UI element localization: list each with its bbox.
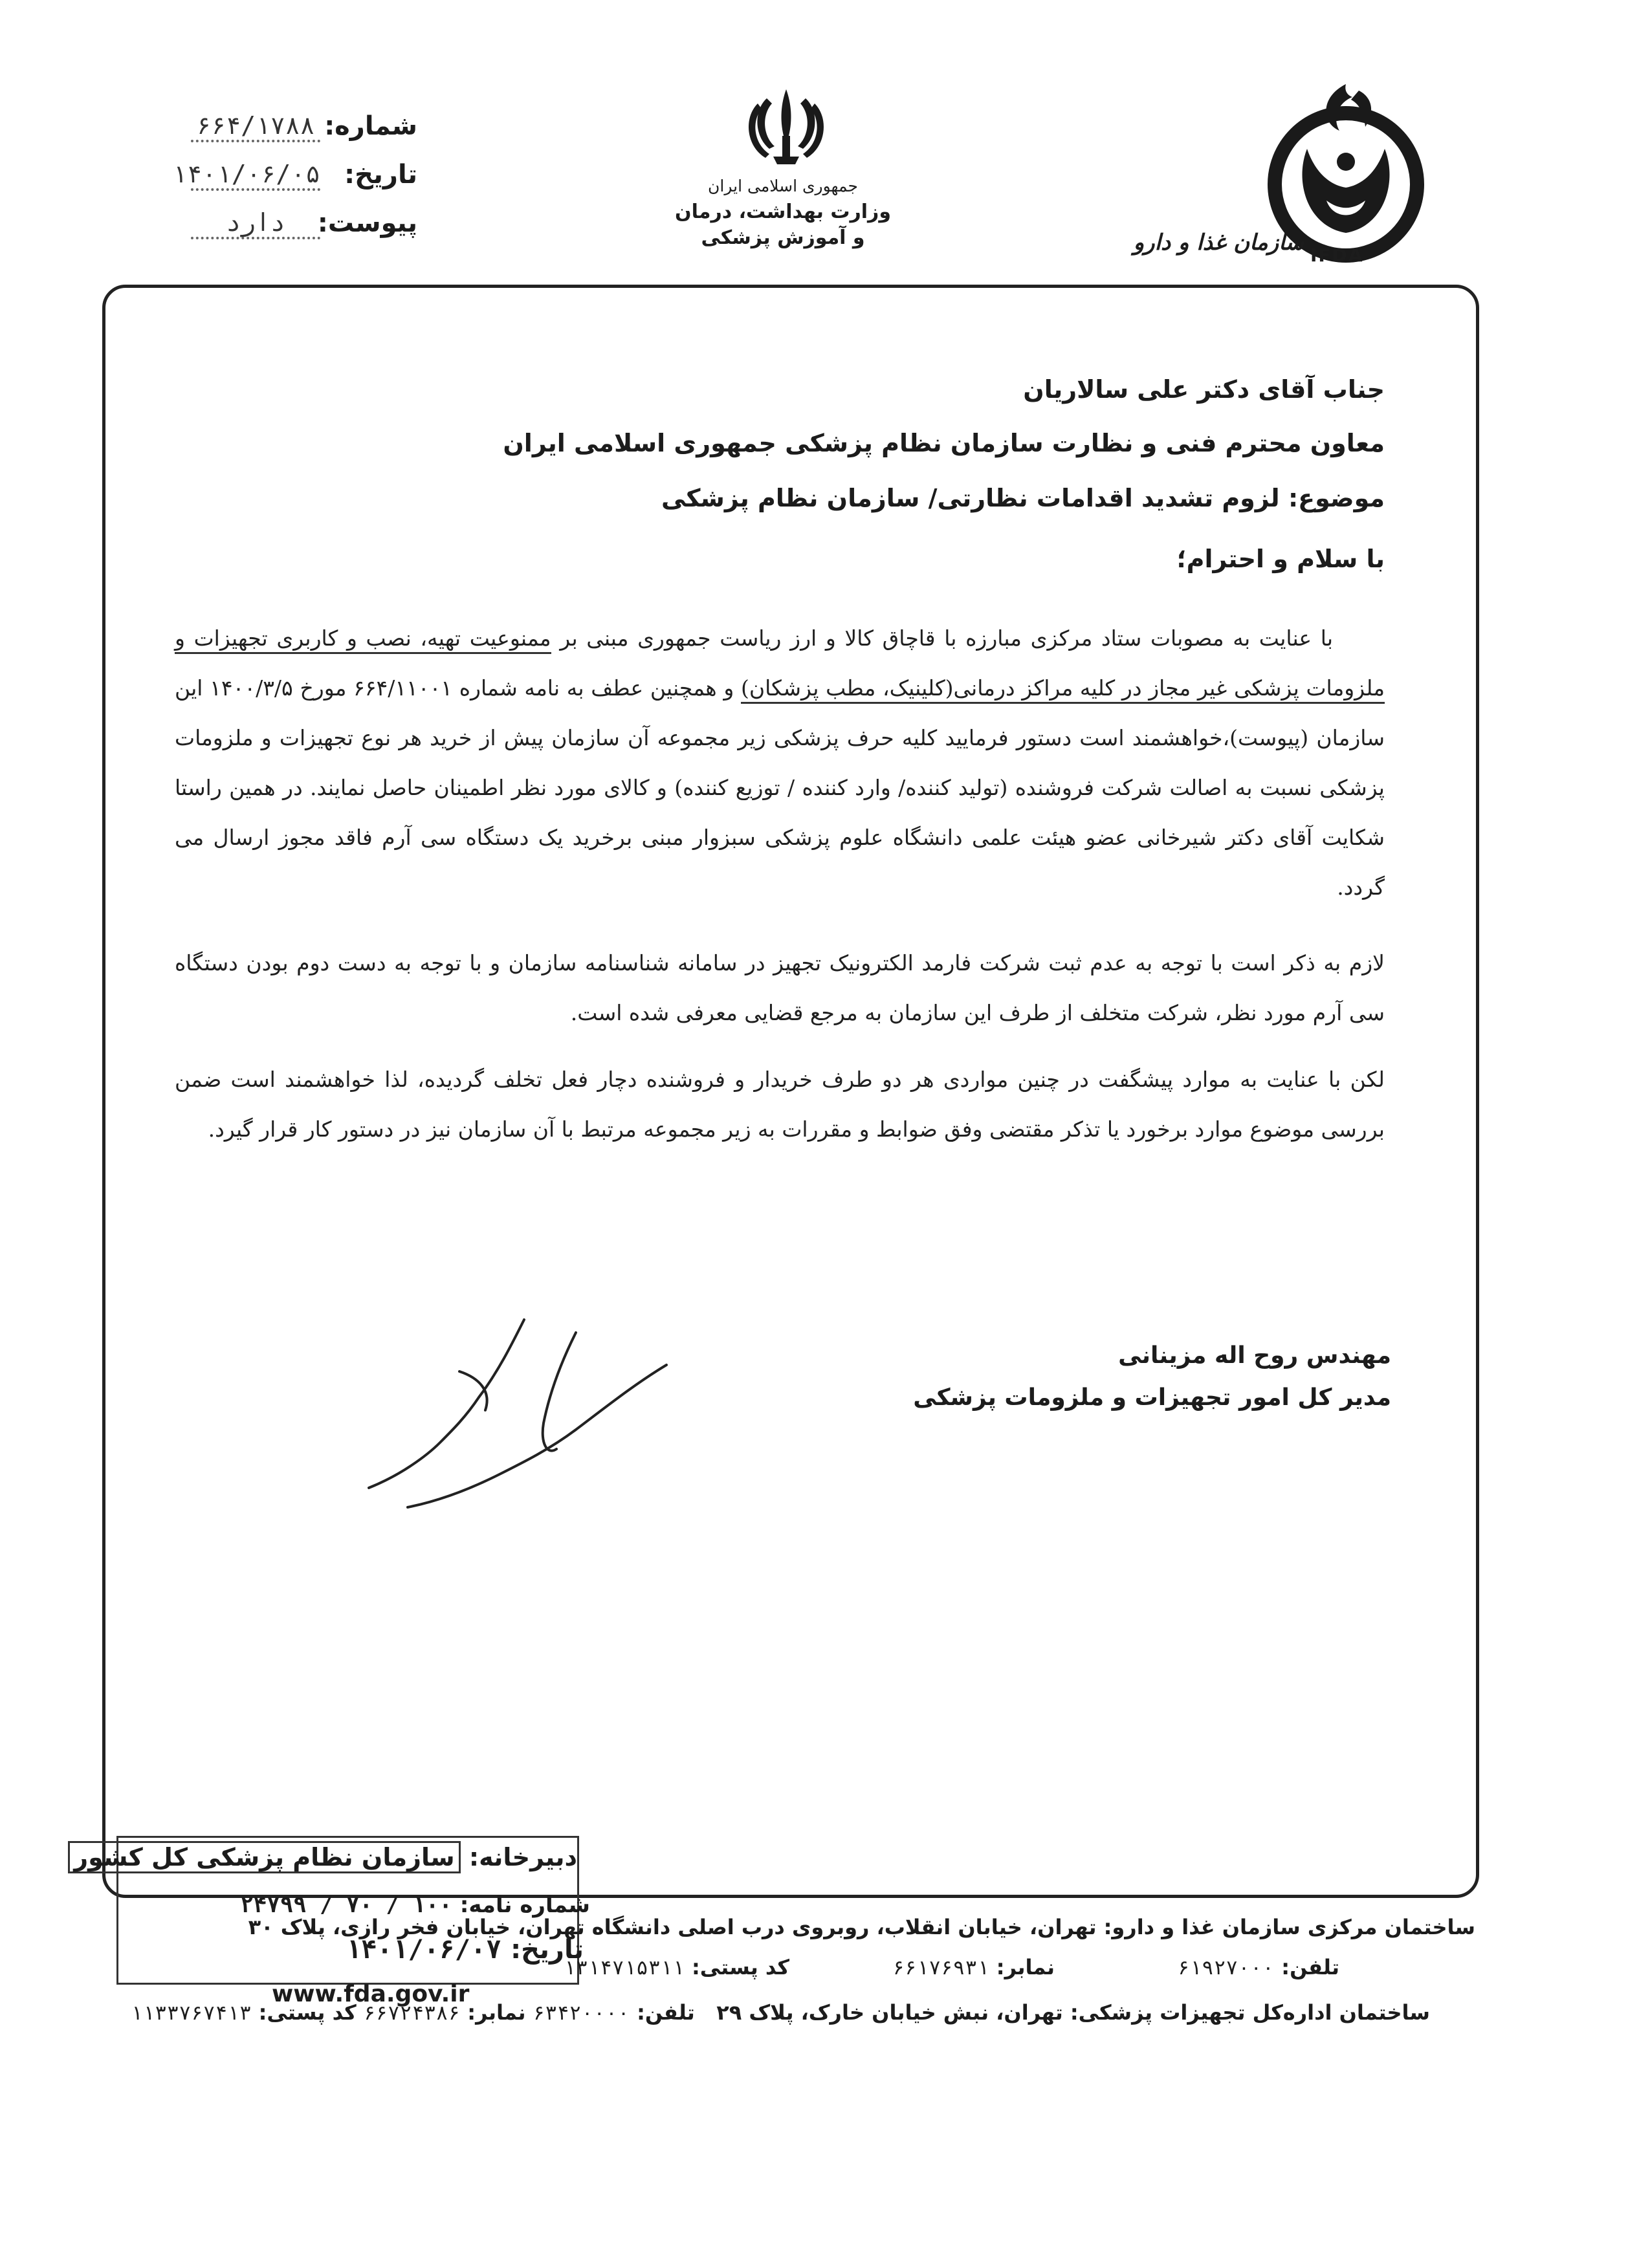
stamp-registry-label: دبیرخانه: — [468, 1843, 577, 1871]
letter-date-label: تاریخ: — [344, 160, 417, 190]
footer-phone-2-label: تلفن: — [637, 2000, 695, 2025]
footer-fax-2-label: نمابر: — [467, 2000, 526, 2025]
greeting: با سلام و احترام؛ — [1176, 545, 1385, 573]
stamp-registry-org: سازمان نظام پزشکی کل کشور — [68, 1841, 460, 1873]
stamp-letter-no-label: شماره نامه: — [459, 1892, 590, 1918]
footer-fax-value: ۶۶۱۷۶۹۳۱ — [892, 1956, 989, 1979]
signer-title: مدیر کل امور تجهیزات و ملزومات پزشکی — [913, 1384, 1391, 1411]
subject-line — [661, 484, 1385, 512]
footer-address-2: ساختمان اداره‌کل تجهیزات پزشکی: تهران، نبش خیابان خارک، پلاک ۲۹ — [716, 2000, 1430, 2025]
letter-number-value: ۶۶۴/۱۷۸۸ — [191, 111, 320, 142]
footer-fax-1 — [892, 1955, 1055, 1979]
signer-name: مهندس روح اله مزینانی — [1118, 1342, 1391, 1369]
footer-fax-2-value: ۶۶۷۲۴۳۸۶ — [363, 2001, 461, 2025]
footer-phone-label: تلفن: — [1281, 1955, 1339, 1979]
ministry-name-line1: وزارت بهداشت، درمان — [675, 201, 891, 223]
footer-fax-label: نمابر: — [996, 1955, 1055, 1979]
letter-attachment — [184, 208, 417, 247]
footer-phone-value: ۶۱۹۲۷۰۰۰ — [1177, 1956, 1275, 1979]
subject-label: موضوع: — [1288, 484, 1385, 512]
stamp-letter-no-row — [240, 1892, 590, 1918]
handwritten-signature — [330, 1294, 692, 1514]
ministry-country: جمهوری اسلامی ایران — [708, 177, 858, 195]
footer-postal-value: ۱۳۱۴۷۱۵۳۱۱ — [564, 1956, 685, 1979]
footer-phone-2-value: ۶۳۴۲۰۰۰۰ — [533, 2001, 630, 2025]
stamp-letter-no-value: ۱۰۰ / ۷۰ / ۲۴۷۹۹ — [240, 1892, 452, 1918]
footer-address-1: ساختمان مرکزی سازمان غذا و دارو: تهران، خیابان انقلاب، روبروی درب اصلی دانشگاه تهران، خیابان فخر رازی، پلاک ۳۰ — [248, 1915, 1475, 1939]
letter-date — [172, 160, 417, 199]
letter-date-value: ۱۴۰۱/۰۶/۰۵ — [191, 160, 320, 191]
paragraph-1-part-a: با عنایت به مصوبات ستاد مرکزی مبارزه با قاچاق کالا و ارز ریاست جمهوری مبنی بر — [551, 626, 1333, 651]
ministry-block — [666, 173, 899, 251]
letter-attachment-label: پیوست: — [317, 208, 417, 238]
footer-postal-2-value: ۱۱۳۳۷۶۷۴۱۳ — [130, 2001, 252, 2025]
letter-number-label: شماره: — [324, 111, 417, 141]
paragraph-1 — [175, 613, 1385, 912]
subject-text: لزوم تشدید اقدامات نظارتی/ سازمان نظام پزشکی — [661, 484, 1280, 512]
stamp-date-label: تاریخ: — [511, 1935, 584, 1965]
ministry-name-line2: و آموزش پزشکی — [701, 226, 865, 249]
stamp-registry-row — [68, 1843, 577, 1871]
paragraph-1-part-b: و همچنین عطف به نامه شماره ۶۶۴/۱۱۰۰۱ مورخ ۱۴۰۰/۳/۵ این سازمان (پیوست)،خواهشمند است دستور فرمایید کلیه حرف پزشکی زیر مجموعه آن سازمان پیش از خرید هر نوع تجهیزات و ملزومات پزشکی نسبت به اصالت شرکت فروشنده (تولید کننده/ وارد کننده / توزیع کننده) و کالای مورد نظر اطمینان حاصل نمایند. در همین راستا شکایت آقای دکتر شیرخانی عضو هیئت علمی دانشگاه علوم پزشکی سبزوار مبنی برخرید یک دستگاه سی آرم فاقد مجوز ارسال می گردد. — [175, 675, 1385, 900]
footer-postal-2-label: کد پستی: — [258, 2000, 357, 2025]
footer-phone-1 — [1178, 1955, 1339, 1979]
ifda-abbr: IFDA — [1310, 245, 1364, 266]
recipient-name: جناب آقای دکتر علی سالاریان — [1023, 375, 1385, 404]
iran-emblem-icon — [741, 84, 831, 168]
paragraph-2: لازم به ذکر است با توجه به عدم ثبت شرکت فارمد الکترونیک تجهیز در سامانه شناسنامه سازمان و با توجه به دست دوم بودن دستگاه سی آرم مورد نظر، شرکت متخلف از طرف این سازمان به مرجع قضایی معرفی شده است. — [175, 950, 1385, 1025]
paragraph-3: لکن با عنایت به موارد پیشگفت در چنین مواردی هر دو طرف خریدار و فروشنده دچار فعل تخلف گردیده، لذا خواهشمند است ضمن بررسی موضوع موارد برخورد یا تذکر مقتضی وفق ضوابط و مقررات به زیر مجموعه مرتبط با آن سازمان نیز در دستور کار قرار گیرد. — [175, 1067, 1385, 1142]
paragraph-1-underlined: ممنوعیت تهیه، نصب و کاربری تجهیزات و ملزومات پزشکی غیر مجاز در کلیه مراکز درمانی(کلینیک، مطب پزشکان) — [175, 626, 1385, 704]
letter-number — [184, 111, 417, 150]
footer-postal-1 — [564, 1955, 789, 1979]
ifda-org-name: سازمان غذا و دارو — [1133, 230, 1304, 256]
registry-stamp — [74, 1836, 590, 1985]
stamp-date-value: ۱۴۰۱/۰۶/۰۷ — [346, 1935, 502, 1965]
letter-attachment-value: دارد — [191, 208, 320, 239]
footer-website[interactable]: www.fda.gov.ir — [272, 1981, 470, 2007]
recipient-title: معاون محترم فنی و نظارت سازمان نظام پزشکی جمهوری اسلامی ایران — [503, 429, 1385, 457]
footer-address-2-row — [131, 2000, 1430, 2025]
footer-postal-label: کد پستی: — [691, 1955, 789, 1979]
